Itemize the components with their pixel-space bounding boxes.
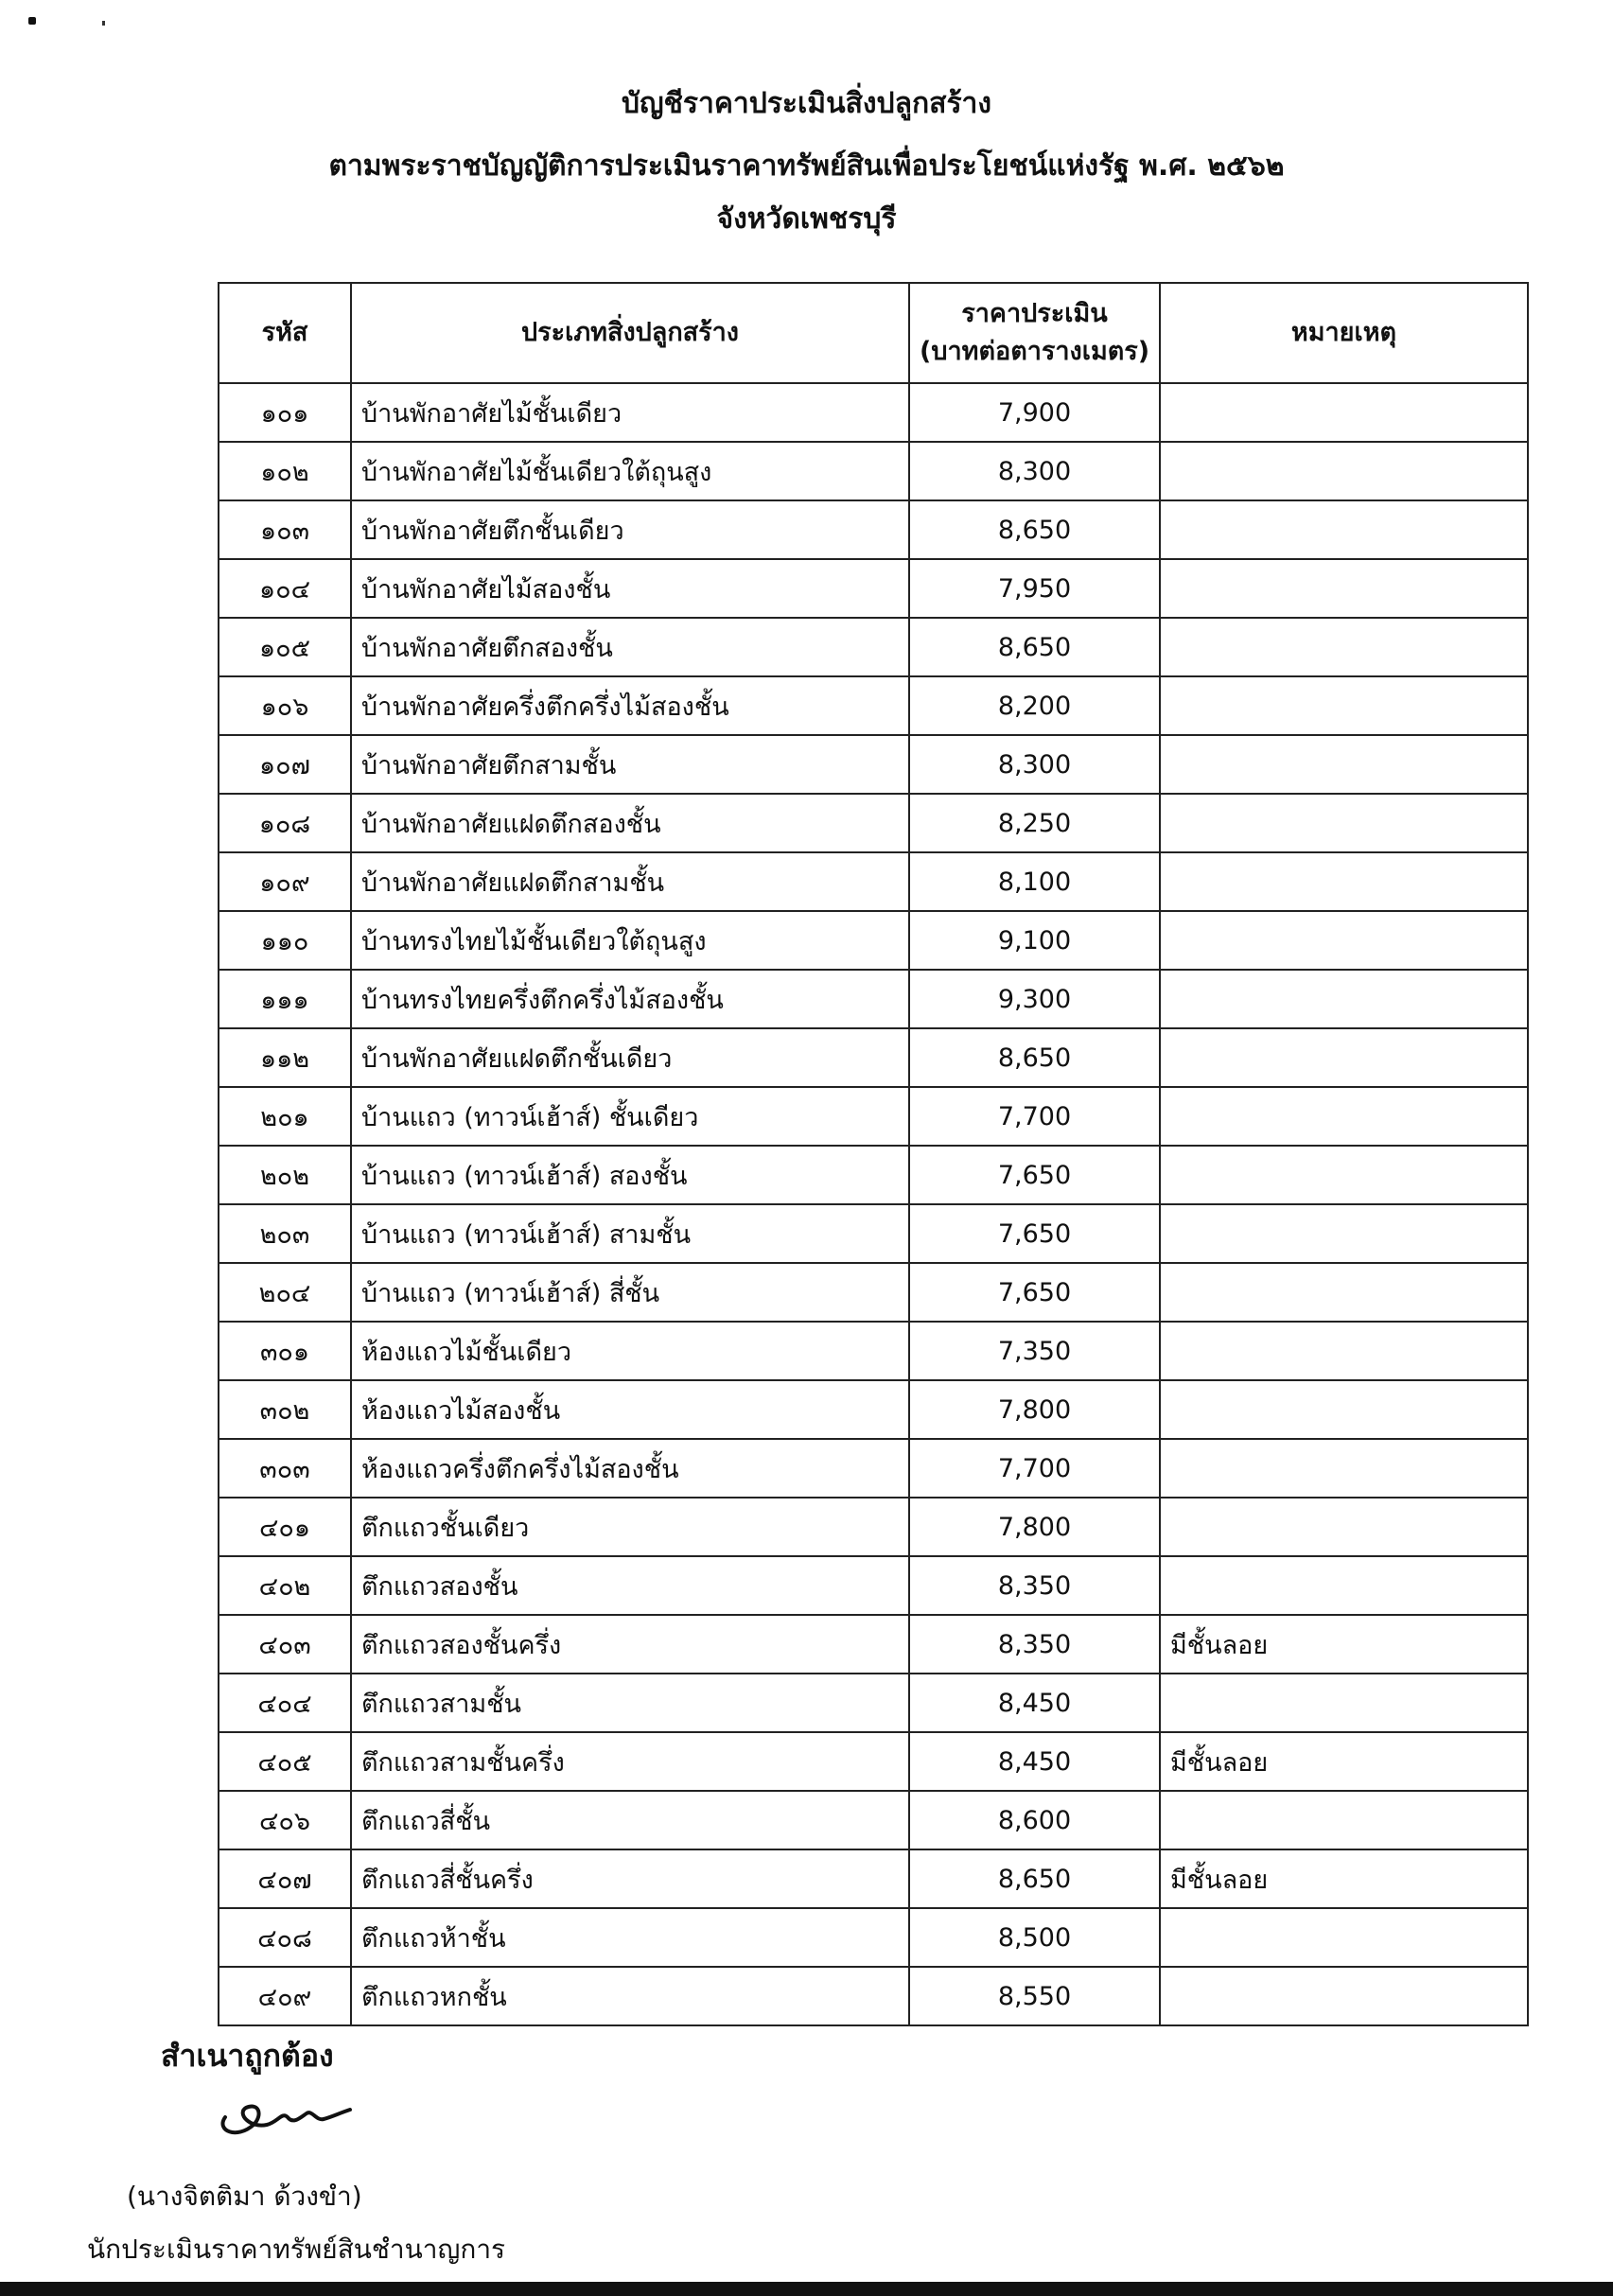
cell-type: บ้านพักอาศัยครึ่งตึกครึ่งไม้สองชั้น (351, 676, 909, 735)
cell-code: ๔๐๘ (219, 1908, 351, 1967)
cell-note (1160, 1791, 1528, 1849)
valuation-table (218, 282, 1529, 2026)
header-code: รหัส (219, 283, 351, 383)
header-type: ประเภทสิ่งปลูกสร้าง (351, 283, 909, 383)
cell-type: ตึกแถวหกชั้น (351, 1967, 909, 2025)
cell-note (1160, 970, 1528, 1028)
cell-price: 7,350 (909, 1322, 1160, 1380)
cell-type: ห้องแถวไม้ชั้นเดียว (351, 1322, 909, 1380)
cell-note (1160, 442, 1528, 500)
cell-note (1160, 1322, 1528, 1380)
table-row (219, 1556, 1528, 1615)
table-row (219, 970, 1528, 1028)
cell-type: บ้านพักอาศัยแฝดตึกสองชั้น (351, 794, 909, 852)
cell-code: ๑๐๘ (219, 794, 351, 852)
cell-type: บ้านแถว (ทาวน์เฮ้าส์) สี่ชั้น (351, 1263, 909, 1322)
table-header-row (219, 283, 1528, 383)
cell-code: ๑๐๕ (219, 618, 351, 676)
table-row (219, 1322, 1528, 1380)
cell-price: 8,450 (909, 1674, 1160, 1732)
cell-code: ๔๐๔ (219, 1674, 351, 1732)
document-title: บัญชีราคาประเมินสิ่งปลูกสร้าง (621, 87, 992, 120)
cell-code: ๒๐๔ (219, 1263, 351, 1322)
cell-type: บ้านพักอาศัยตึกชั้นเดียว (351, 500, 909, 559)
scan-artifact (28, 17, 36, 25)
cell-price: 8,550 (909, 1967, 1160, 2025)
cell-note (1160, 1498, 1528, 1556)
cell-note (1160, 618, 1528, 676)
cell-code: ๑๐๔ (219, 559, 351, 618)
cell-code: ๒๐๓ (219, 1204, 351, 1263)
cell-code: ๒๐๑ (219, 1087, 351, 1146)
cell-price: 8,300 (909, 735, 1160, 794)
cell-type: บ้านพักอาศัยไม้ชั้นเดียว (351, 383, 909, 442)
cell-code: ๔๐๒ (219, 1556, 351, 1615)
table-row (219, 1967, 1528, 2025)
cell-type: บ้านทรงไทยครึ่งตึกครึ่งไม้สองชั้น (351, 970, 909, 1028)
header-price (909, 283, 1160, 383)
cell-type: ตึกแถวสองชั้น (351, 1556, 909, 1615)
cell-note (1160, 1087, 1528, 1146)
cell-note (1160, 794, 1528, 852)
cell-code: ๑๐๒ (219, 442, 351, 500)
cell-price: 8,650 (909, 1849, 1160, 1908)
cell-price: 8,450 (909, 1732, 1160, 1791)
table-row (219, 1028, 1528, 1087)
scan-edge (0, 2282, 1613, 2296)
table-row (219, 1849, 1528, 1908)
table-row (219, 618, 1528, 676)
cell-note (1160, 1908, 1528, 1967)
cell-note (1160, 1674, 1528, 1732)
cell-code: ๑๑๒ (219, 1028, 351, 1087)
signer-position: นักประเมินราคาทรัพย์สินชำนาญการ (87, 2234, 506, 2265)
cell-price: 8,300 (909, 442, 1160, 500)
table-row (219, 911, 1528, 970)
table-row (219, 1146, 1528, 1204)
cell-code: ๔๐๕ (219, 1732, 351, 1791)
cell-type: บ้านพักอาศัยแฝดตึกสามชั้น (351, 852, 909, 911)
cell-code: ๑๑๑ (219, 970, 351, 1028)
cell-price: 8,100 (909, 852, 1160, 911)
table-row (219, 383, 1528, 442)
cell-type: ตึกแถวสี่ชั้น (351, 1791, 909, 1849)
cell-type: บ้านพักอาศัยแฝดตึกชั้นเดียว (351, 1028, 909, 1087)
cell-price: 7,800 (909, 1498, 1160, 1556)
cell-type: บ้านพักอาศัยตึกสองชั้น (351, 618, 909, 676)
cell-price: 8,650 (909, 1028, 1160, 1087)
cell-type: บ้านพักอาศัยตึกสามชั้น (351, 735, 909, 794)
cell-price: 8,250 (909, 794, 1160, 852)
cell-code: ๔๐๖ (219, 1791, 351, 1849)
table-row (219, 442, 1528, 500)
cell-note: มีชั้นลอย (1160, 1732, 1528, 1791)
cell-note (1160, 1263, 1528, 1322)
cell-price: 8,350 (909, 1615, 1160, 1674)
cell-price: 7,700 (909, 1087, 1160, 1146)
cell-price: 7,650 (909, 1146, 1160, 1204)
cell-note (1160, 500, 1528, 559)
table-row (219, 1498, 1528, 1556)
cell-note (1160, 1146, 1528, 1204)
cell-note (1160, 1439, 1528, 1498)
cell-price: 8,650 (909, 618, 1160, 676)
signature (208, 2081, 369, 2147)
cell-type: บ้านทรงไทยไม้ชั้นเดียวใต้ถุนสูง (351, 911, 909, 970)
cell-type: ตึกแถวสามชั้น (351, 1674, 909, 1732)
cell-note (1160, 383, 1528, 442)
cell-type: บ้านแถว (ทาวน์เฮ้าส์) สามชั้น (351, 1204, 909, 1263)
cell-code: ๔๐๙ (219, 1967, 351, 2025)
cell-price: 7,700 (909, 1439, 1160, 1498)
header-price-unit: (บาทต่อตารางเมตร) (920, 337, 1150, 366)
cell-note (1160, 559, 1528, 618)
table-row (219, 1380, 1528, 1439)
cell-note (1160, 852, 1528, 911)
table-row (219, 1263, 1528, 1322)
cell-type: บ้านแถว (ทาวน์เฮ้าส์) สองชั้น (351, 1146, 909, 1204)
header-note: หมายเหตุ (1160, 283, 1528, 383)
document-subtitle: ตามพระราชบัญญัติการประเมินราคาทรัพย์สินเพื่อประโยชน์แห่งรัฐ พ.ศ. ๒๕๖๒ (328, 149, 1285, 183)
cell-note: มีชั้นลอย (1160, 1615, 1528, 1674)
cell-price: 7,650 (909, 1263, 1160, 1322)
cell-note (1160, 676, 1528, 735)
cell-note (1160, 911, 1528, 970)
cell-type: ตึกแถวห้าชั้น (351, 1908, 909, 1967)
cell-price: 8,650 (909, 500, 1160, 559)
cell-code: ๓๐๒ (219, 1380, 351, 1439)
table-row (219, 735, 1528, 794)
cell-code: ๑๐๗ (219, 735, 351, 794)
cell-code: ๑๐๖ (219, 676, 351, 735)
cell-code: ๓๐๓ (219, 1439, 351, 1498)
cell-note (1160, 1380, 1528, 1439)
cell-note (1160, 1204, 1528, 1263)
cell-type: ตึกแถวสองชั้นครึ่ง (351, 1615, 909, 1674)
table-row (219, 1087, 1528, 1146)
cell-note (1160, 735, 1528, 794)
cell-note: มีชั้นลอย (1160, 1849, 1528, 1908)
table-body (219, 383, 1528, 2025)
cell-type: ห้องแถวไม้สองชั้น (351, 1380, 909, 1439)
cell-price: 7,800 (909, 1380, 1160, 1439)
table-row (219, 1791, 1528, 1849)
table-row (219, 1204, 1528, 1263)
table-row (219, 1615, 1528, 1674)
table-row (219, 676, 1528, 735)
cell-code: ๔๐๑ (219, 1498, 351, 1556)
cell-price: 8,600 (909, 1791, 1160, 1849)
cell-type: บ้านแถว (ทาวน์เฮ้าส์) ชั้นเดียว (351, 1087, 909, 1146)
cell-code: ๔๐๓ (219, 1615, 351, 1674)
cell-note (1160, 1967, 1528, 2025)
cell-price: 8,200 (909, 676, 1160, 735)
cell-code: ๔๐๗ (219, 1849, 351, 1908)
cell-price: 8,500 (909, 1908, 1160, 1967)
cell-code: ๒๐๒ (219, 1146, 351, 1204)
table-row (219, 794, 1528, 852)
table-row (219, 1908, 1528, 1967)
cell-type: ตึกแถวสี่ชั้นครึ่ง (351, 1849, 909, 1908)
table-row (219, 500, 1528, 559)
table-row (219, 1674, 1528, 1732)
province-title: จังหวัดเพชรบุรี (716, 202, 897, 236)
cell-note (1160, 1028, 1528, 1087)
cell-price: 8,350 (909, 1556, 1160, 1615)
cell-type: บ้านพักอาศัยไม้สองชั้น (351, 559, 909, 618)
cell-type: ห้องแถวครึ่งตึกครึ่งไม้สองชั้น (351, 1439, 909, 1498)
cell-code: ๑๐๓ (219, 500, 351, 559)
signer-name: (นางจิตติมา ด้วงขำ) (127, 2181, 362, 2212)
cell-code: ๑๐๙ (219, 852, 351, 911)
cell-price: 7,650 (909, 1204, 1160, 1263)
cell-code: ๓๐๑ (219, 1322, 351, 1380)
table-row (219, 852, 1528, 911)
table-row (219, 1439, 1528, 1498)
cell-code: ๑๐๑ (219, 383, 351, 442)
cell-code: ๑๑๐ (219, 911, 351, 970)
cell-type: ตึกแถวชั้นเดียว (351, 1498, 909, 1556)
cell-price: 7,900 (909, 383, 1160, 442)
table-row (219, 559, 1528, 618)
header-price-label: ราคาประเมิน (961, 299, 1108, 328)
table-row (219, 1732, 1528, 1791)
cell-type: ตึกแถวสามชั้นครึ่ง (351, 1732, 909, 1791)
cell-price: 7,950 (909, 559, 1160, 618)
cell-price: 9,100 (909, 911, 1160, 970)
cell-price: 9,300 (909, 970, 1160, 1028)
scan-artifact (102, 21, 105, 26)
cell-note (1160, 1556, 1528, 1615)
certified-copy-label: สำเนาถูกต้อง (161, 2038, 334, 2074)
cell-type: บ้านพักอาศัยไม้ชั้นเดียวใต้ถุนสูง (351, 442, 909, 500)
